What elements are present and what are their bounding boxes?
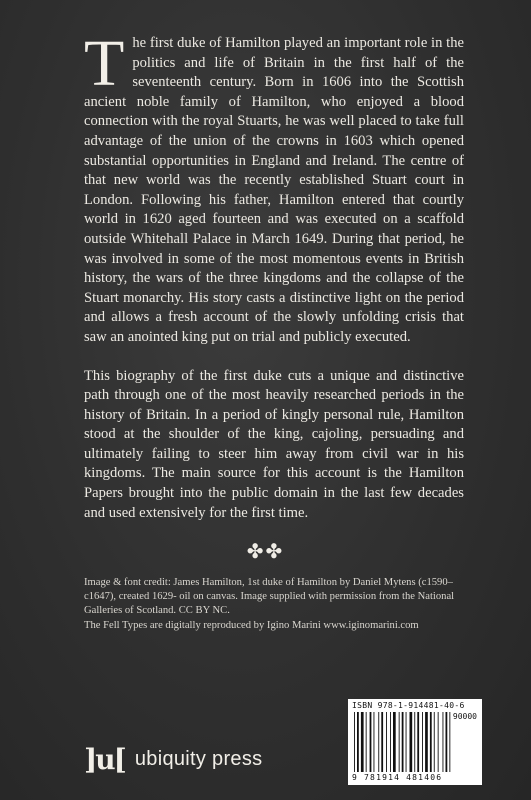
isbn-label: ISBN 978-1-914481-40-6: [352, 701, 465, 710]
blurb: [84, 27, 464, 523]
font-credit: The Fell Types are digitally reproduced by Igino Marini www.iginomarini.com: [84, 619, 419, 631]
blurb-paragraph-2: This biography of the first duke cuts a unique and distinctive path through one of the most heavily researched periods in the history of Britain. In a period of kingly personal rule, Hamilton stood at the shoulder of the king, cajoling, persuading and ultimately failing to steer him away from civil war in his kingdoms. The main source for this account is the Hamilton Papers brought into the public domain in the last few decades and used extensively for the first time.: [84, 367, 464, 521]
price-code: 90000: [452, 712, 477, 721]
blurb-paragraph-1-text: he first duke of Hamilton played an important role in the politics and life of Britain in the first half of the seventeenth century. Born in 1606 into the Scottish ancient noble family of Hamilton, who enjoyed a blood connection with the royal Stuarts, he was well placed to take full advantage of the union of the crowns in 1603 which opened substantial opportunities in England and Ireland. The centre of that new world was the recently established Stuart court in London. Following his father, Hamilton entered that courtly world in 1620 aged fourteen and was executed on a scaffold outside Whitehall Palace in March 1649. During that period, he was involved in some of the most momentous events in British history, the wars of the three kingdoms and the collapse of the Stuart monarchy. His story casts a distinctive light on the period and allows a fresh account of the slowly unfolding crisis that saw an anointed king put on trial and publicly executed.: [84, 35, 464, 345]
publisher-logo: [84, 739, 262, 779]
blurb-paragraph-1: [84, 27, 464, 348]
credits: [84, 576, 469, 633]
barcode-bars: [352, 712, 478, 772]
barcode-digits: 9 781914 481406: [352, 773, 443, 782]
publisher-mark-icon: ]u[: [84, 742, 125, 776]
image-credit: Image & font credit: James Hamilton, 1st duke of Hamilton by Daniel Mytens (c1590–c1647), created 1629- oil on canvas. Image supplied with permission from the National Galleries of Scotland. CC BY NC.: [84, 577, 455, 617]
drop-cap: T: [84, 27, 125, 100]
isbn-barcode: [348, 699, 482, 785]
fleuron-ornament: ✤✤: [246, 539, 285, 563]
publisher-name: ubiquity press: [134, 747, 263, 770]
